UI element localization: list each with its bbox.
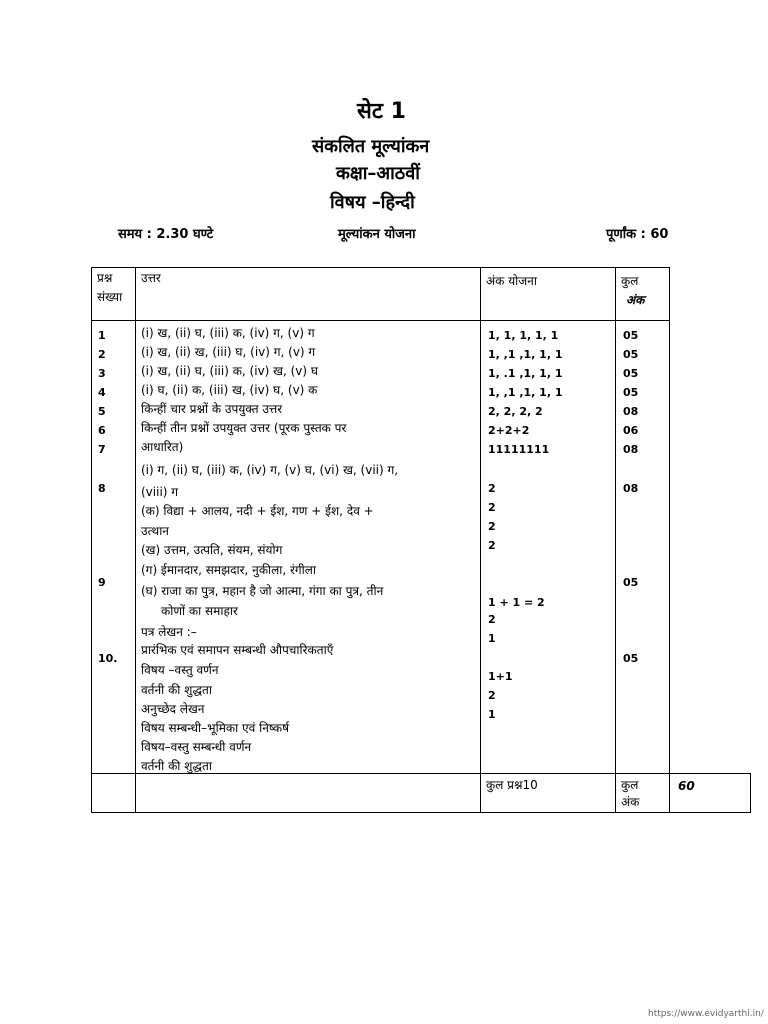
- answer-line: वर्तनी की शुद्धता: [141, 759, 212, 773]
- marks-value: 11111111: [488, 443, 550, 456]
- total-marks-label: पूर्णांक : 60: [606, 227, 669, 242]
- answer-line: (viii) ग: [141, 485, 179, 499]
- subject-label: विषय –हिन्दी: [330, 192, 415, 213]
- answer-line: (i) ख, (ii) घ, (iii) क, (iv) ग, (v) ग: [141, 326, 315, 340]
- footer-total-value: 60: [678, 779, 695, 793]
- marks-value: 1, ,1 ,1, 1, 1: [488, 386, 563, 399]
- question-number: 8: [98, 482, 106, 495]
- total-value: 06: [623, 424, 639, 437]
- total-value: 05: [623, 386, 639, 399]
- class-label: कक्षा–आठवीं: [336, 163, 420, 184]
- answer-line: (i) ग, (ii) घ, (iii) क, (iv) ग, (v) घ, (vi) ख, (vii) ग,: [141, 463, 399, 477]
- total-value: 05: [623, 576, 639, 589]
- marks-value: 2+2+2: [488, 424, 530, 437]
- marks-value: 2: [488, 613, 496, 626]
- answer-line: विषय–वस्तु सम्बन्धी वर्णन: [141, 740, 252, 754]
- total-value: 05: [623, 348, 639, 361]
- answer-line: (ख) उत्तम, उत्पति, संयम, संयोग: [141, 543, 283, 557]
- answer-line: (क) विद्या + आलय, नदी + ईश, गण + ईश, देव +: [141, 504, 374, 518]
- answer-line: (i) ख, (ii) ख, (iii) घ, (iv) ग, (v) ग: [141, 345, 316, 359]
- total-value: 08: [623, 405, 639, 418]
- answer-line: प्रारंभिक एवं समापन सम्बन्धी औपचारिकताएँ: [141, 643, 334, 657]
- time-label: समय : 2.30 घण्टे: [118, 227, 214, 242]
- answer-line: (i) ख, (ii) घ, (iii) क, (iv) ख, (v) घ: [141, 364, 318, 378]
- header-answer: उत्तर: [141, 271, 161, 285]
- header-qno: प्रश्न: [97, 271, 113, 285]
- header-total: कुल: [621, 274, 639, 288]
- marks-value: 2, 2, 2, 2: [488, 405, 543, 418]
- question-number: 9: [98, 576, 106, 589]
- total-value: 08: [623, 443, 639, 456]
- answer-line: (i) घ, (ii) क, (iii) ख, (iv) घ, (v) क: [141, 383, 318, 397]
- answer-line: कोणों का समाहार: [161, 604, 238, 618]
- marks-value: 1: [488, 632, 496, 645]
- question-number: 3: [98, 367, 106, 380]
- answer-line: विषय सम्बन्धी–भूमिका एवं निष्कर्ष: [141, 721, 290, 735]
- marks-value: 1, 1, 1, 1, 1: [488, 329, 559, 342]
- question-number: 4: [98, 386, 106, 399]
- marks-value: 2: [488, 482, 496, 495]
- total-value: 05: [623, 367, 639, 380]
- answer-line: किन्हीं चार प्रश्नों के उपयुक्त उत्तर: [141, 402, 283, 416]
- question-number: 1: [98, 329, 106, 342]
- header-marks: अंक योजना: [486, 274, 537, 288]
- answer-line: किन्हीं तीन प्रश्नों उपयुक्त उत्तर (पूरक पुस्तक पर: [141, 421, 347, 435]
- answer-line: (घ) राजा का पुत्र, महान है जो आत्मा, गंगा का पुत्र, तीन: [141, 584, 384, 598]
- question-number: 7: [98, 443, 106, 456]
- source-url: https://www.evidyarthi.in/: [648, 1009, 764, 1019]
- footer-total-questions: कुल प्रश्न10: [486, 778, 538, 792]
- answer-line: उत्थान: [141, 524, 169, 538]
- answer-line: पत्र लेखन :–: [141, 625, 197, 639]
- marks-value: 1+1: [488, 670, 513, 683]
- answer-line: आधारित): [141, 440, 184, 454]
- question-number: 2: [98, 348, 106, 361]
- scheme-label: मूल्यांकन योजना: [338, 227, 416, 242]
- question-number: 5: [98, 405, 106, 418]
- marks-value: 2: [488, 520, 496, 533]
- answer-line: विषय –वस्तु वर्णन: [141, 663, 219, 677]
- marks-value: 1 + 1 = 2: [488, 596, 545, 609]
- marks-value: 1, .1 ,1, 1, 1: [488, 367, 563, 380]
- question-number: 10.: [98, 652, 118, 665]
- header-total-2: अंक: [626, 293, 645, 307]
- marks-value: 1, ,1 ,1, 1, 1: [488, 348, 563, 361]
- marks-value: 2: [488, 689, 496, 702]
- set-title: सेट 1: [357, 99, 406, 124]
- marks-value: 2: [488, 501, 496, 514]
- footer-total-label-2: अंक: [621, 795, 640, 809]
- footer-total-label: कुल: [621, 778, 639, 792]
- marks-value: 1: [488, 708, 496, 721]
- header-qno-2: संख्या: [97, 290, 123, 304]
- question-number: 6: [98, 424, 106, 437]
- total-value: 05: [623, 652, 639, 665]
- total-value: 05: [623, 329, 639, 342]
- total-value: 08: [623, 482, 639, 495]
- marks-value: 2: [488, 539, 496, 552]
- document-title: संकलित मूल्यांकन: [312, 136, 430, 157]
- answer-line: अनुच्छेद लेखन: [141, 702, 205, 716]
- answer-line: वर्तनी की शुद्धता: [141, 683, 212, 697]
- answer-line: (ग) ईमानदार, समझदार, नुकीला, रंगीला: [141, 563, 317, 577]
